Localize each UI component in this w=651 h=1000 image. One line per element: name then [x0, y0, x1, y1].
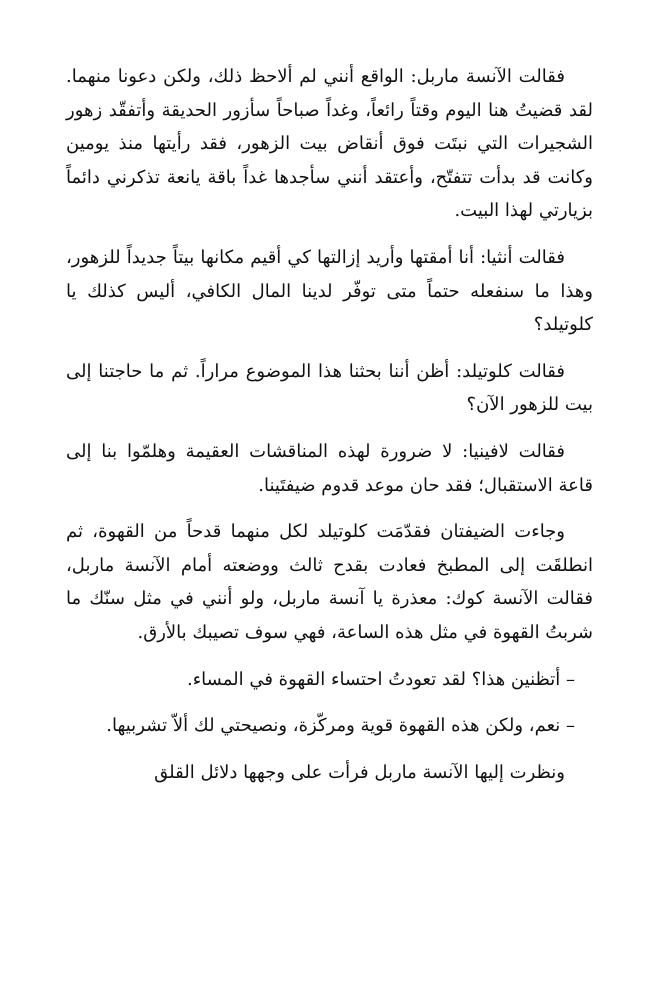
paragraph-dialogue-2: – نعم، ولكن هذه القهوة قوية ومركّزة، ونصيحتي لك ألاّ تشربيها.	[106, 715, 575, 737]
paragraph-marple-looks: ونظرت إليها الآنسة ماربل فرأت على وجهها دلائل القلق	[154, 761, 565, 783]
paragraph-clotilde-reply: فقالت كلوتيلد: أظن أننا بحثنا هذا الموضوع مراراً. ثم ما حاجتنا إلى بيت للزهور الآن؟	[66, 360, 593, 416]
paragraph-dialogue-1: – أتظنين هذا؟ لقد تعودتُ احتساء القهوة في المساء.	[186, 668, 575, 690]
paragraph-anthea-reply: فقالت أنثيا: أنا أمقتها وأريد إزالتها كي أقيم مكانها بيتاً جديداً للزهور، وهذا ما سنفعله حتماً متى توفّر لدينا المال الكافي، أليس كذلك يا كلوتيلد؟	[66, 246, 593, 336]
paragraph-guests-coffee: وجاءت الضيفتان فقدّمَت كلوتيلد لكل منهما قدحاً من القهوة، ثم انطلقَت إلى المطبخ فعادت بقدح ثالث ووضعته أمام الآنسة ماربل، فقالت الآنسة كوك: معذرة يا آنسة ماربل، ولو أنني في مثل سنّك ما شربتُ القهوة في مثل هذه الساعة، فهي سوف تصيبك بالأرق.	[66, 521, 593, 643]
paragraph-marple-garden: فقالت الآنسة ماربل: الواقع أنني لم ألاحظ ذلك، ولكن دعونا منهما. لقد قضيتُ هنا اليوم وقتاً رائعاً، وغداً صباحاً سأزور الحديقة وأتفقّد زهور الشجيرات التي نبتَت فوق أنقاض بيت الزهور، فقد رأيتها منذ يومين وكانت قد بدأت تتفتّح، وأعتقد أنني سأجدها غداً باقة يانعة تذكرني دائماً بزيارتي لهذا البيت.	[66, 66, 593, 222]
paragraph-lavinia-reply: فقالت لافينيا: لا ضرورة لهذه المناقشات العقيمة وهلمّوا بنا إلى قاعة الاستقبال؛ فقد حان موعد قدوم ضيفتَينا.	[66, 440, 593, 496]
